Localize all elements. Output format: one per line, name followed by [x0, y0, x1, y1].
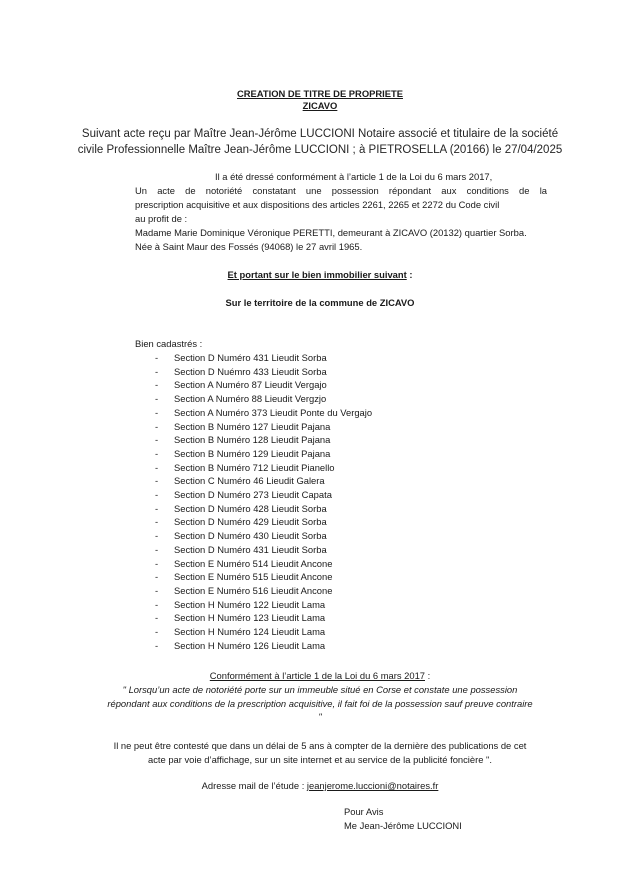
quote-line-3: " — [318, 711, 322, 722]
parcel-text: Section E Numéro 514 Lieudit Ancone — [174, 557, 333, 569]
email-link[interactable]: jeanjerome.luccioni@notaires.fr — [306, 780, 439, 791]
body-line-3: prescription acquisitive et aux dispositions des articles 2261, 2265 et 2272 du Code civil — [135, 199, 500, 210]
parcel-item — [135, 598, 372, 612]
parcel-text: Section A Numéro 88 Lieudit Vergzjo — [174, 393, 327, 405]
legal-reference — [0, 669, 640, 683]
list-bullet: - — [155, 571, 159, 583]
parcel-text: Section D Numéro 431 Lieudit Sorba — [174, 352, 327, 363]
list-bullet: - — [155, 557, 159, 569]
parcel-item — [135, 420, 372, 434]
parcel-item — [135, 365, 372, 379]
parcel-text: Section D Numéro 273 Lieudit Capata — [174, 489, 332, 501]
parcel-text: Section A Numéro 373 Lieudit Ponte du Vergajo — [174, 406, 373, 418]
legal-reference-text: Conformément à l’article 1 de la Loi du 6 mars 2017 — [209, 670, 425, 681]
parcel-item — [135, 433, 372, 447]
parcel-text: Section H Numéro 124 Lieudit Lama — [174, 626, 326, 638]
list-bullet: - — [155, 530, 159, 542]
parcel-text: Section H Numéro 123 Lieudit Lama — [174, 612, 326, 624]
contact-line — [0, 779, 640, 793]
property-heading — [0, 268, 640, 282]
parcel-text: Section C Numéro 46 Lieudit Galera — [174, 475, 325, 487]
parcel-text: Section D Numéro 430 Lieudit Sorba — [174, 530, 327, 542]
parcel-item — [135, 406, 372, 420]
parcel-item — [135, 543, 372, 557]
contest-line-1: Il ne peut être contesté que dans un délai de 5 ans à compter de la dernière des publications de cet — [113, 740, 527, 751]
signature-line-2: Me Jean-Jérôme LUCCIONI — [344, 820, 462, 831]
list-bullet: - — [155, 461, 159, 473]
quote-line-2: répondant aux conditions de la prescription acquisitive, il fait foi de la possession sauf preuve contraire — [107, 698, 533, 709]
parcel-text: Section D Numéro 429 Lieudit Sorba — [174, 516, 327, 528]
parcel-item — [135, 474, 372, 488]
parcel-item — [135, 557, 372, 571]
list-bullet: - — [155, 626, 159, 638]
document-subtitle: ZICAVO — [302, 100, 338, 111]
list-bullet: - — [155, 584, 159, 596]
list-bullet: - — [155, 406, 159, 418]
list-bullet: - — [155, 543, 159, 555]
quote-line-1: " Lorsqu’un acte de notoriété porte sur un immeuble situé en Corse et constate une possession — [122, 684, 518, 695]
parcel-text: Section B Numéro 712 Lieudit Pianello — [174, 461, 335, 473]
parcel-item — [135, 351, 372, 365]
parcel-item — [135, 570, 372, 584]
property-heading-text: Et portant sur le bien immobilier suivant — [227, 269, 407, 280]
list-bullet: - — [155, 598, 159, 610]
parcels-label: Bien cadastrés : — [135, 338, 203, 349]
body-line-2: Un acte de notoriété constatant une possession répondant aux conditions de la — [135, 185, 547, 196]
body-line-5: Madame Marie Dominique Véronique PERETTI, demeurant à ZICAVO (20132) quartier Sorba. — [135, 227, 527, 238]
parcel-text: Section H Numéro 126 Lieudit Lama — [174, 639, 326, 651]
list-bullet: - — [155, 475, 159, 487]
list-bullet: - — [155, 447, 159, 459]
property-heading-suffix: : — [406, 269, 413, 280]
parcel-item — [135, 378, 372, 392]
parcel-item — [135, 502, 372, 516]
parcel-text: Section A Numéro 87 Lieudit Vergajo — [174, 379, 327, 391]
body-line-4: au profit de : — [135, 213, 188, 224]
parcel-text: Section D Numéro 428 Lieudit Sorba — [174, 502, 327, 514]
parcel-text: Section E Numéro 516 Lieudit Ancone — [174, 584, 333, 596]
list-bullet: - — [155, 639, 159, 651]
parcel-item — [135, 639, 372, 653]
list-bullet: - — [155, 393, 159, 405]
list-bullet: - — [155, 352, 159, 363]
contact-label: Adresse mail de l’étude : — [201, 780, 307, 791]
parcel-item — [135, 625, 372, 639]
parcel-text: Section B Numéro 129 Lieudit Pajana — [174, 447, 331, 459]
parcel-item — [135, 515, 372, 529]
territory-line: Sur le territoire de la commune de ZICAVO — [225, 297, 415, 308]
parcel-text: Section D Nuémro 433 Lieudit Sorba — [174, 365, 327, 377]
parcel-item — [135, 461, 372, 475]
list-bullet: - — [155, 489, 159, 501]
body-line-1: Il a été dressé conformément à l’article 1 de la Loi du 6 mars 2017, — [215, 171, 493, 182]
signature-line-1: Pour Avis — [344, 806, 384, 817]
parcel-text: Section B Numéro 128 Lieudit Pajana — [174, 434, 331, 446]
parcel-text: Section H Numéro 122 Lieudit Lama — [174, 598, 326, 610]
document-title: CREATION DE TITRE DE PROPRIETE — [237, 88, 403, 99]
list-bullet: - — [155, 365, 159, 377]
legal-reference-suffix: : — [425, 670, 431, 681]
parcel-item — [135, 392, 372, 406]
parcel-text: Section B Numéro 127 Lieudit Pajana — [174, 420, 331, 432]
parcel-text: Section D Numéro 431 Lieudit Sorba — [174, 543, 327, 555]
list-bullet: - — [155, 502, 159, 514]
list-bullet: - — [155, 612, 159, 624]
contest-line-2: acte par voie d’affichage, sur un site internet et au service de la publicité foncière ". — [148, 754, 492, 765]
parcel-item — [135, 447, 372, 461]
body-line-6: Née à Saint Maur des Fossés (94068) le 27 avril 1965. — [135, 241, 363, 252]
list-bullet: - — [155, 379, 159, 391]
intro-line-1: Suivant acte reçu par Maître Jean-Jérôme LUCCIONI Notaire associé et titulaire de la société — [81, 128, 559, 140]
parcel-item — [135, 584, 372, 598]
parcel-item — [135, 611, 372, 625]
list-bullet: - — [155, 434, 159, 446]
parcel-text: Section E Numéro 515 Lieudit Ancone — [174, 571, 333, 583]
parcel-item — [135, 488, 372, 502]
parcel-list — [135, 351, 372, 652]
parcel-item — [135, 529, 372, 543]
list-bullet: - — [155, 420, 159, 432]
list-bullet: - — [155, 516, 159, 528]
intro-line-2: civile Professionnelle Maître Jean-Jérôme LUCCIONI ; à PIETROSELLA (20166) le 27/04/2025 — [77, 144, 563, 156]
